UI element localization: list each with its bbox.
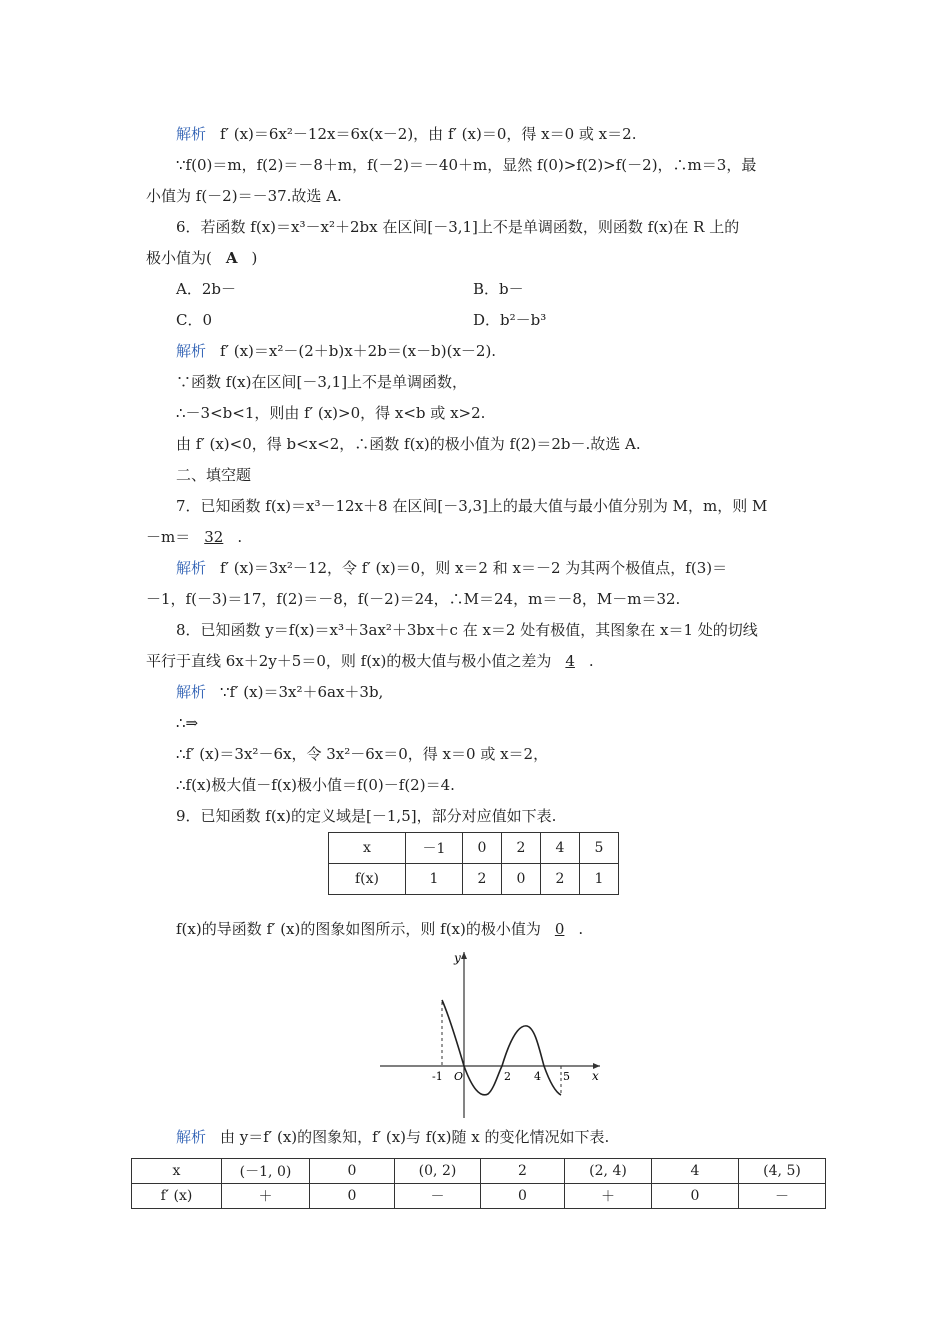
solution-label: 解析: [176, 125, 207, 143]
answer-blank: 4: [565, 652, 575, 670]
table-cell: 0: [463, 833, 502, 864]
y-axis-arrow-icon: [461, 952, 467, 959]
question-text: ): [251, 249, 258, 267]
tick-label: 2: [504, 1070, 511, 1083]
table-cell: 0: [502, 864, 541, 895]
table-row: [329, 833, 619, 864]
solution-5-line-3: 小值为 f(－2)＝－37.故选 A.: [146, 187, 342, 205]
question-9-line-1: 9．已知函数 f(x)的定义域是[－1,5]，部分对应值如下表.: [176, 807, 557, 825]
solution-6-line-3: ∴－3<b<1，则由 f′ (x)>0，得 x<b 或 x>2.: [176, 404, 486, 422]
table-cell: 2: [463, 864, 502, 895]
answer-blank: 0: [554, 920, 565, 938]
question-text: 平行于直线 6x＋2y＋5＝0，则 f(x)的极大值与极小值之差为: [146, 652, 552, 670]
option-a: A．2b－: [176, 280, 236, 298]
solution-label: 解析: [176, 683, 207, 701]
origin-label: O: [454, 1070, 464, 1083]
question-7-line-1: 7．已知函数 f(x)＝x³－12x＋8 在区间[－3,3]上的最大值与最小值分别为 M，m，则 M: [176, 497, 768, 515]
question-6-line-2: [146, 248, 257, 268]
solution-6-line-1: [176, 341, 496, 361]
solution-text: f′ (x)＝3x²－12，令 f′ (x)＝0，则 x＝2 和 x＝－2 为其两个极值点，f(3)＝: [220, 559, 728, 577]
option-b: B．b－: [473, 280, 524, 298]
solution-text: 由 y＝f′ (x)的图象知，f′ (x)与 f(x)随 x 的变化情况如下表.: [220, 1128, 610, 1146]
tick-label: 4: [534, 1070, 541, 1083]
solution-8-line-1: [176, 682, 383, 702]
table-cell: 0: [310, 1184, 395, 1209]
table-cell: －: [739, 1184, 826, 1209]
table-cell: x: [132, 1159, 222, 1184]
answer-blank: 32: [204, 528, 224, 546]
table-cell: 2: [481, 1159, 565, 1184]
x-axis-label: x: [592, 1069, 599, 1083]
table-cell: 4: [652, 1159, 739, 1184]
table-cell: 0: [652, 1184, 739, 1209]
question-8-line-2: [146, 651, 594, 671]
table-cell: (2, 4): [565, 1159, 652, 1184]
table-cell: x: [329, 833, 406, 864]
table-cell: f′ (x): [132, 1184, 222, 1209]
question-9-line-2: [176, 919, 583, 939]
table-cell: ＋: [222, 1184, 310, 1209]
table-cell: －1: [406, 833, 463, 864]
table-cell: 0: [310, 1159, 395, 1184]
question-8-line-1: 8．已知函数 y＝f(x)＝x³＋3ax²＋3bx＋c 在 x＝2 处有极值，其图象在 x＝1 处的切线: [176, 621, 758, 639]
solution-text: f′ (x)＝6x²－12x＝6x(x－2)，由 f′ (x)＝0，得 x＝0 或 x＝2.: [220, 125, 637, 143]
table-cell: 2: [541, 864, 580, 895]
question-text: .: [578, 920, 584, 938]
answer-choice: A: [225, 249, 238, 267]
table-cell: ＋: [565, 1184, 652, 1209]
table-cell: 5: [580, 833, 619, 864]
derivative-graph: [374, 948, 614, 1120]
table-cell: (4, 5): [739, 1159, 826, 1184]
table-cell: f(x): [329, 864, 406, 895]
solution-8-line-3: ∴f′ (x)＝3x²－6x，令 3x²－6x＝0，得 x＝0 或 x＝2，: [176, 745, 549, 763]
option-c: C．0: [176, 311, 213, 329]
tick-label: -1: [432, 1070, 443, 1083]
question-text: 极小值为(: [146, 249, 212, 267]
solution-text: f′ (x)＝x²－(2＋b)x＋2b＝(x－b)(x－2).: [220, 342, 497, 360]
question-text: .: [588, 652, 594, 670]
solution-label: 解析: [176, 1128, 207, 1146]
solution-8-line-2: ∴⇒: [176, 714, 199, 732]
y-axis-label: y: [454, 951, 461, 965]
solution-5-line-2: ∵f(0)＝m，f(2)＝－8＋m，f(－2)＝－40＋m，显然 f(0)>f(2)>f(－2)，∴m＝3，最: [176, 156, 757, 174]
tick-label: 5: [563, 1070, 570, 1083]
solution-6-line-4: 由 f′ (x)<0，得 b<x<2，∴函数 f(x)的极小值为 f(2)＝2b－.故选 A.: [176, 435, 641, 453]
table-cell: 0: [481, 1184, 565, 1209]
solution-8-line-4: ∴f(x)极大值－f(x)极小值＝f(0)－f(2)＝4.: [176, 776, 455, 794]
question-6-line-1: 6．若函数 f(x)＝x³－x²＋2bx 在区间[－3,1]上不是单调函数，则函数 f(x)在 R 上的: [176, 218, 740, 236]
option-d: D．b²－b³: [473, 311, 547, 329]
value-table: [328, 832, 619, 895]
question-text: .: [237, 528, 243, 546]
solution-9-line-1: [176, 1127, 609, 1147]
section-heading: 二、填空题: [176, 466, 252, 484]
solution-label: 解析: [176, 342, 207, 360]
table-row: [132, 1159, 826, 1184]
table-cell: 1: [580, 864, 619, 895]
solution-7-line-2: －1，f(－3)＝17，f(2)＝－8，f(－2)＝24，∴M＝24，m＝－8，M－m＝32.: [146, 590, 681, 608]
question-text: f(x)的导函数 f′ (x)的图象如图所示，则 f(x)的极小值为: [176, 920, 541, 938]
table-row: [132, 1184, 826, 1209]
solution-5-line-1: [176, 124, 636, 144]
solution-7-line-1: [176, 558, 727, 578]
solution-text: ∵f′ (x)＝3x²＋6ax＋3b,: [220, 683, 384, 701]
table-cell: 1: [406, 864, 463, 895]
table-cell: －: [395, 1184, 481, 1209]
question-text: －m＝: [146, 528, 191, 546]
table-cell: (0, 2): [395, 1159, 481, 1184]
sign-table: [131, 1158, 826, 1209]
table-row: [329, 864, 619, 895]
table-cell: 4: [541, 833, 580, 864]
solution-label: 解析: [176, 559, 207, 577]
question-7-line-2: [146, 527, 242, 547]
table-cell: (－1, 0): [222, 1159, 310, 1184]
solution-6-line-2: ∵函数 f(x)在区间[－3,1]上不是单调函数，: [176, 373, 468, 391]
table-cell: 2: [502, 833, 541, 864]
